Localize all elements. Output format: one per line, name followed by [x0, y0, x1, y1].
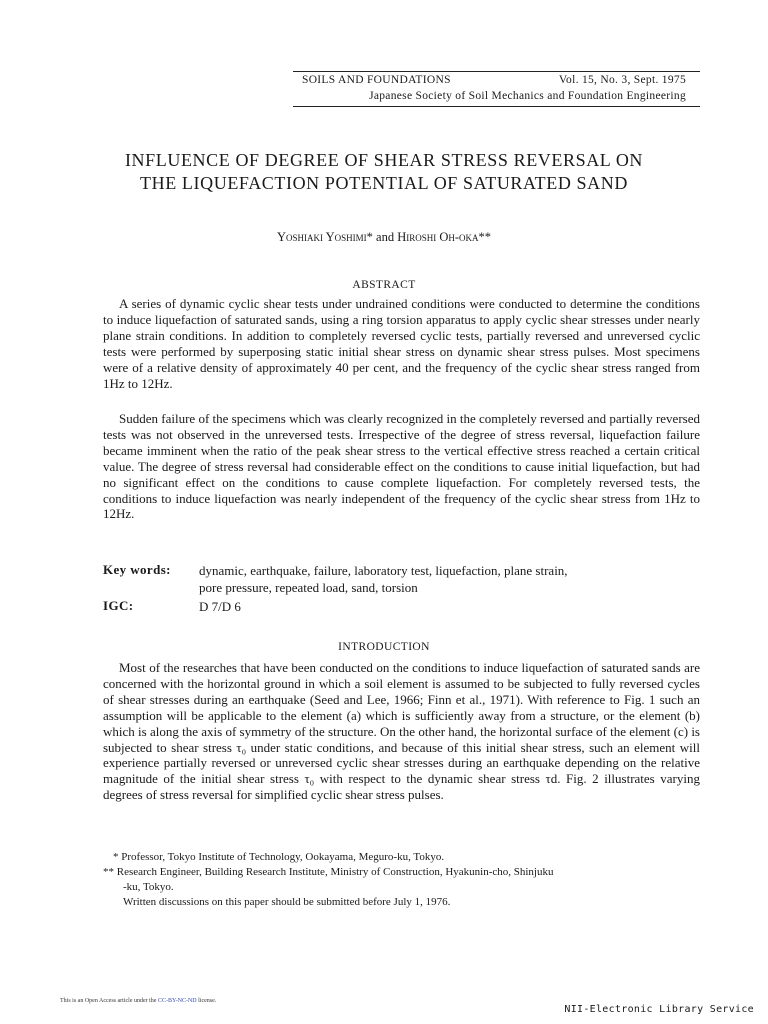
title-line-2: THE LIQUEFACTION POTENTIAL OF SATURATED SAND — [140, 173, 628, 193]
footnote-2-cont: -ku, Tokyo. — [123, 881, 174, 893]
journal-society: Japanese Society of Soil Mechanics and Foundation Engineering — [369, 90, 686, 102]
keywords-line-1: dynamic, earthquake, failure, laboratory test, liquefaction, plane strain, — [199, 563, 568, 578]
abstract-paragraph-2: Sudden failure of the specimens which was clearly recognized in the completely reversed and partially reversed tests was not observed in the unreversed tests. Irrespective of the degree of stress reversal, liquefaction failure became imminent when the ratio of the peak shear stress to the vertical effective stress reached a certain critical value. The degree of stress reversal had considerable effect on the conditions to cause initial liquefaction, but had no significant effect on the conditions to cause complete liquefaction. For completely reversed tests, the conditions to induce liquefaction was nearly independent of the frequency of the cyclic shear stress from 1Hz to 12Hz. — [103, 411, 700, 522]
footnotes — [103, 850, 703, 910]
footnote-2: ** Research Engineer, Building Research Institute, Ministry of Construction, Hyakunin-cho, Shinjuku — [103, 866, 554, 878]
license-prefix: This is an Open Access article under the — [60, 998, 157, 1004]
header-rule-bottom — [293, 106, 700, 107]
service-watermark: NII-Electronic Library Service — [564, 1004, 754, 1015]
author-2: Hiroshi Oh-oka** — [397, 230, 492, 244]
author-1: Yoshiaki Yoshimi* — [276, 230, 373, 244]
footnote-3: Written discussions on this paper should be submitted before July 1, 1976. — [123, 896, 451, 908]
author-and: and — [376, 230, 395, 244]
keywords-label: Key words: — [103, 562, 171, 577]
introduction-heading: INTRODUCTION — [338, 641, 430, 653]
title-line-1: INFLUENCE OF DEGREE OF SHEAR STRESS REVERSAL ON — [124, 150, 644, 170]
abstract-paragraph-1: A series of dynamic cyclic shear tests under undrained conditions were conducted to determine the conditions to induce liquefaction of saturated sands, using a ring torsion apparatus to apply cyclic shear stresses under nearly plane strain conditions. In addition to completely reversed cyclic tests, partially reversed and unreversed cyclic tests were performed by superposing static initial shear stress on dynamic shear stress pulses. Most specimens were of a relative density of approximately 40 per cent, and the frequency of the cyclic shear stress ranged from 1Hz to 12Hz. — [103, 296, 700, 391]
keywords-value — [199, 562, 699, 596]
footnote-1: * Professor, Tokyo Institute of Technology, Ookayama, Meguro-ku, Tokyo. — [113, 851, 445, 863]
authors — [60, 230, 708, 245]
abstract-heading: ABSTRACT — [352, 279, 416, 291]
license-notice — [60, 998, 216, 1004]
introduction-paragraph-1: Most of the researches that have been conducted on the conditions to induce liquefaction of saturated sands are concerned with the horizontal ground in which a soil element is assumed to be subjected to fully reversed cycles of shear stresses during an earthquake (Seed and Lee, 1966; Finn et al., 1971). With reference to Fig. 1 such an assumption will be applicable to the element (a) which is sufficiently away from a structure, or the element (b) which is along the axis of symmetry of the structure. On the other hand, the horizontal surface of the element (c) is subjected to shear stress τ₀ under static conditions, and because of this initial shear stress, such an element will experience partially reversed or unreversed cyclic shear stresses during an earthquake depending on the relative magnitude of the initial shear stress τ₀ with respect to the dynamic shear stress τd. Fig. 2 illustrates varying degrees of stress reversal for simplified cyclic shear stress pulses. — [103, 660, 700, 803]
journal-header-line2 — [302, 90, 686, 102]
header-rule-top — [293, 71, 700, 72]
keywords-line-2: pore pressure, repeated load, sand, torsion — [199, 580, 418, 595]
journal-header-line1 — [302, 74, 686, 86]
paper-title — [60, 149, 708, 195]
license-link[interactable]: CC-BY-NC-ND — [157, 998, 197, 1004]
journal-name: SOILS AND FOUNDATIONS — [302, 74, 451, 86]
license-suffix: license. — [198, 998, 217, 1004]
igc-value: D 7/D 6 — [199, 599, 241, 614]
journal-volume: Vol. 15, No. 3, Sept. 1975 — [558, 74, 686, 86]
igc-label: IGC: — [103, 598, 134, 613]
